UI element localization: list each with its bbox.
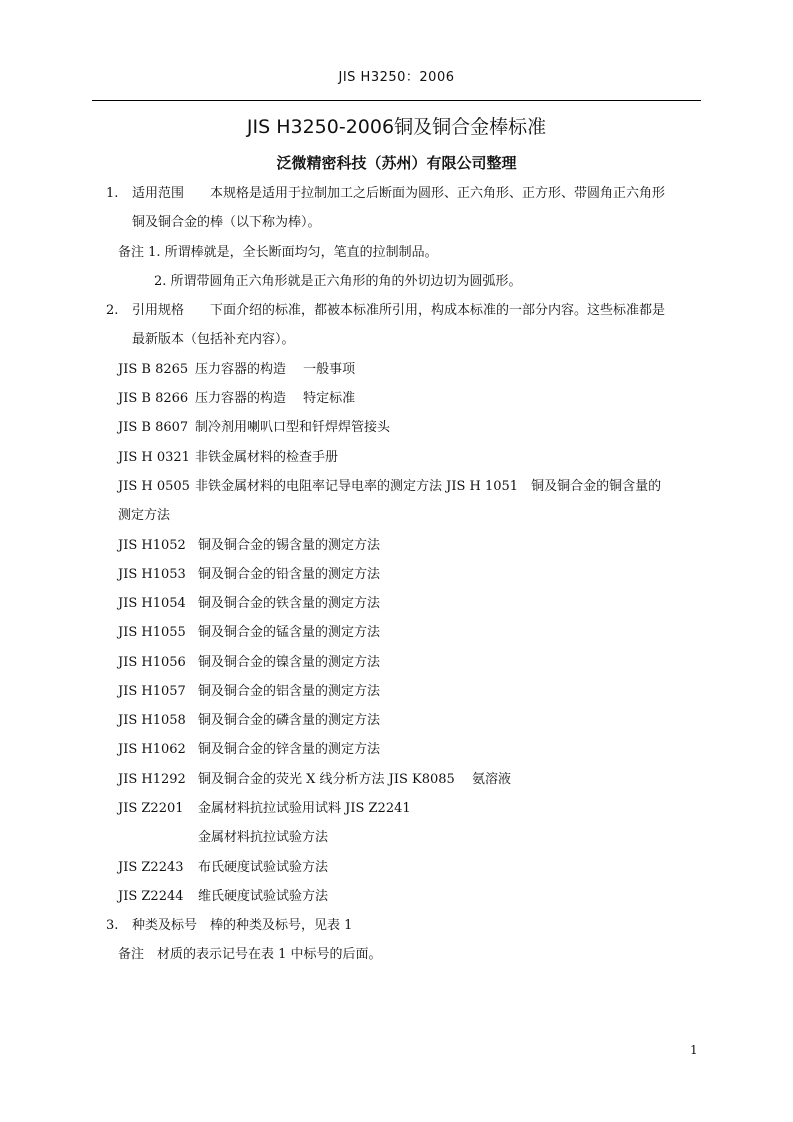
document-subtitle: 泛微精密科技（苏州）有限公司整理 — [276, 154, 517, 172]
ref-desc: 维氏硬度试验试验方法 — [198, 889, 329, 904]
ref-desc: 铜及铜合金的锡含量的测定方法 — [198, 538, 381, 553]
ref-code: JIS B 8607 — [118, 420, 189, 435]
ref-desc: 铜及铜合金的铅含量的测定方法 — [198, 567, 381, 582]
section-1-note-2: 2. 所谓带圆角正六角形就是正六角形的角的外切边切为圆弧形。 — [154, 274, 522, 289]
ref-desc: 制冷剂用喇叭口型和钎焊焊管接头 — [195, 420, 391, 435]
ref-code: JIS H1062 — [118, 742, 186, 757]
ref-code: JIS Z2201 — [118, 801, 184, 816]
section-1-line-1: 适用范围 本规格是适用于拉制加工之后断面为圆形、正六角形、正方形、带圆角正六角形 — [132, 186, 666, 201]
section-1-line-2: 铜及铜合金的棒（以下称为棒）。 — [132, 215, 321, 230]
ref-code: JIS B 8265 — [118, 362, 189, 377]
ref-code: JIS H1055 — [118, 625, 186, 640]
header-rule — [92, 100, 701, 101]
ref-desc: 铜及铜合金的铝含量的测定方法 — [198, 684, 381, 699]
ref-desc: 压力容器的构造 特定标准 — [195, 391, 356, 406]
ref-code: JIS H1054 — [118, 596, 186, 611]
ref-code: JIS B 8266 — [118, 391, 189, 406]
ref-code: JIS H1292 — [118, 772, 186, 787]
section-3-number: 3. — [106, 918, 119, 933]
section-3-note: 备注 材质的表示记号在表 1 中标号的后面。 — [118, 947, 382, 962]
section-1-note-1: 备注 1. 所谓棒就是，全长断面均匀，笔直的拉制制品。 — [118, 245, 438, 260]
ref-desc: 布氏硬度试验试验方法 — [198, 860, 329, 875]
section-2-line-1: 引用规格 下面介绍的标准，都被本标准所引用，构成本标准的一部分内容。这些标准都是 — [132, 303, 666, 318]
ref-desc: 铜及铜合金的磷含量的测定方法 — [198, 713, 381, 728]
ref-code: JIS H 0321 — [118, 450, 190, 465]
section-1-number: 1. — [106, 186, 119, 201]
ref-desc: 铜及铜合金的镍含量的测定方法 — [198, 655, 381, 670]
ref-desc-continued: 测定方法 — [118, 508, 171, 523]
ref-desc: 非铁金属材料的电阻率记导电率的测定方法 JIS H 1051 铜及铜合金的铜含量的 — [195, 479, 662, 494]
ref-code: JIS H1057 — [118, 684, 186, 699]
section-2-line-2: 最新版本（包括补充内容）。 — [132, 332, 295, 347]
ref-desc: 铜及铜合金的锌含量的测定方法 — [198, 742, 381, 757]
ref-code: JIS Z2243 — [118, 860, 184, 875]
ref-code: JIS H1056 — [118, 655, 186, 670]
ref-code: JIS H1053 — [118, 567, 186, 582]
ref-desc-continued: 金属材料抗拉试验方法 — [198, 830, 329, 845]
running-header: JIS H3250：2006 — [338, 70, 455, 85]
ref-code: JIS H1058 — [118, 713, 186, 728]
ref-desc: 铜及铜合金的荧光 X 线分析方法 JIS K8085 氨溶液 — [198, 772, 511, 787]
ref-code: JIS Z2244 — [118, 889, 184, 904]
page-number: 1 — [690, 1043, 698, 1057]
ref-desc: 铜及铜合金的铁含量的测定方法 — [198, 596, 381, 611]
ref-desc: 铜及铜合金的锰含量的测定方法 — [198, 625, 381, 640]
ref-code: JIS H1052 — [118, 538, 186, 553]
document-title: JIS H3250-2006铜及铜合金棒标准 — [246, 116, 547, 138]
section-3-line-1: 种类及标号 棒的种类及标号，见表 1 — [132, 918, 353, 933]
ref-code: JIS H 0505 — [118, 479, 190, 494]
ref-desc: 非铁金属材料的检查手册 — [195, 450, 339, 465]
section-2-number: 2. — [106, 303, 119, 318]
ref-desc: 金属材料抗拉试验用试料 JIS Z2241 — [198, 801, 411, 816]
ref-desc: 压力容器的构造 一般事项 — [195, 362, 356, 377]
